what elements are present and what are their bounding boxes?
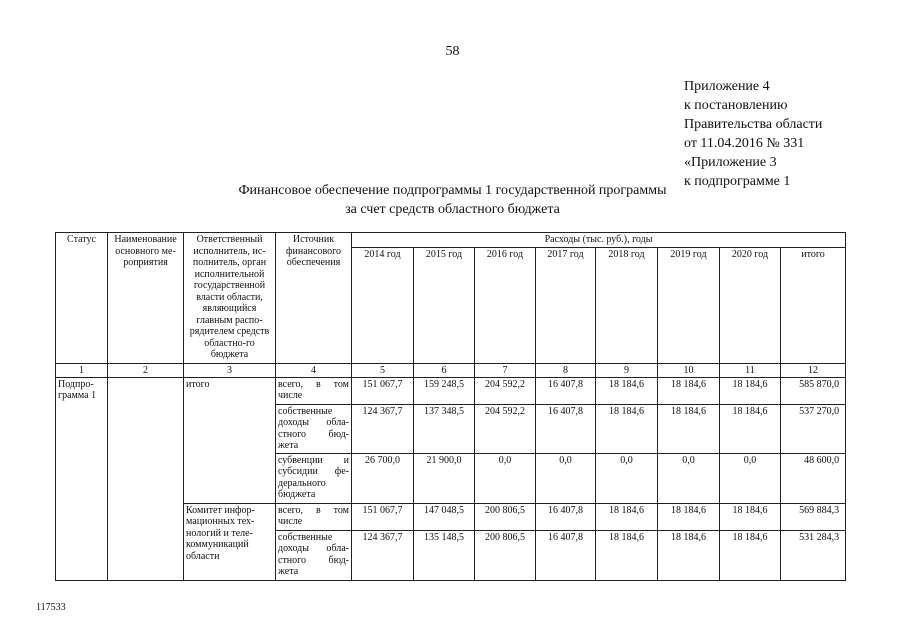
title-line-2: за счет средств областного бюджета: [345, 202, 560, 217]
document-title: [0, 181, 905, 219]
value-cell: 18 184,6: [658, 404, 720, 453]
header-year: 2017 год: [536, 247, 596, 363]
appendix-line: «Приложение 3: [684, 155, 777, 170]
column-number: 4: [276, 363, 352, 377]
appendix-line: Правительства области: [684, 117, 823, 132]
header-year: 2014 год: [352, 247, 414, 363]
value-cell: 0,0: [720, 453, 781, 503]
value-cell: 124 367,7: [352, 404, 414, 453]
value-cell: 204 592,2: [475, 404, 536, 453]
value-cell: 0,0: [658, 453, 720, 503]
value-cell: 18 184,6: [720, 404, 781, 453]
value-cell: 26 700,0: [352, 453, 414, 503]
total-cell: 585 870,0: [781, 377, 846, 404]
value-cell: 16 407,8: [536, 404, 596, 453]
header-year: 2018 год: [596, 247, 658, 363]
name-cell: [108, 377, 184, 580]
column-number-row: [56, 363, 846, 377]
appendix-block: [684, 77, 822, 191]
value-cell: 147 048,5: [414, 503, 475, 530]
column-number: 11: [720, 363, 781, 377]
appendix-line: к подпрограмме 1: [684, 174, 791, 189]
value-cell: 151 067,7: [352, 377, 414, 404]
value-cell: 16 407,8: [536, 530, 596, 580]
source-cell: всего, в том числе: [276, 377, 352, 404]
header-year: 2015 год: [414, 247, 475, 363]
appendix-line: от 11.04.2016 № 331: [684, 136, 805, 151]
total-cell: 531 284,3: [781, 530, 846, 580]
value-cell: 18 184,6: [720, 503, 781, 530]
value-cell: 18 184,6: [658, 530, 720, 580]
appendix-line: к постановлению: [684, 98, 788, 113]
column-number: 1: [56, 363, 108, 377]
total-cell: 569 884,3: [781, 503, 846, 530]
total-cell: 48 600,0: [781, 453, 846, 503]
source-cell: собственные доходы обла-стного бюд-жета: [276, 530, 352, 580]
value-cell: 200 806,5: [475, 530, 536, 580]
total-cell: 537 270,0: [781, 404, 846, 453]
column-number: 5: [352, 363, 414, 377]
value-cell: 16 407,8: [536, 503, 596, 530]
column-number: 2: [108, 363, 184, 377]
header-source: Источник финансового обеспечения: [276, 233, 352, 364]
value-cell: 18 184,6: [720, 530, 781, 580]
column-number: 6: [414, 363, 475, 377]
header-expenses: Расходы (тыс. руб.), годы: [352, 233, 846, 248]
header-name: Наименование основного ме-роприятия: [108, 233, 184, 364]
value-cell: 18 184,6: [596, 530, 658, 580]
column-number: 10: [658, 363, 720, 377]
page-number: 58: [445, 44, 460, 59]
column-number: 3: [184, 363, 276, 377]
header-status: Статус: [56, 233, 108, 364]
title-line-1: Финансовое обеспечение подпрограммы 1 государственной программы: [238, 183, 667, 198]
source-cell: собственные доходы обла-стного бюд-жета: [276, 404, 352, 453]
header-year: 2016 год: [475, 247, 536, 363]
value-cell: 159 248,5: [414, 377, 475, 404]
financing-table: [55, 232, 846, 581]
value-cell: 0,0: [536, 453, 596, 503]
header-year: 2019 год: [658, 247, 720, 363]
value-cell: 0,0: [475, 453, 536, 503]
executor-cell-total: итого: [184, 377, 276, 503]
table-row: [56, 377, 846, 404]
column-number: 12: [781, 363, 846, 377]
executor-cell-committee: Комитет инфор-мационных тех-нологий и теле-коммуникаций области: [184, 503, 276, 580]
value-cell: 124 367,7: [352, 530, 414, 580]
value-cell: 18 184,6: [596, 404, 658, 453]
header-row: [56, 233, 846, 248]
value-cell: 204 592,2: [475, 377, 536, 404]
value-cell: 151 067,7: [352, 503, 414, 530]
value-cell: 18 184,6: [658, 377, 720, 404]
column-number: 8: [536, 363, 596, 377]
value-cell: 21 900,0: [414, 453, 475, 503]
value-cell: 18 184,6: [596, 503, 658, 530]
document-code: 117533: [36, 602, 66, 613]
status-cell: Подпро-грамма 1: [56, 377, 108, 580]
value-cell: 18 184,6: [658, 503, 720, 530]
header-executor: Ответственный исполнитель, ис-полнитель, орган исполнительной государственной власти области, являющийся главным распо-рядителем средств областно-го бюджета: [184, 233, 276, 364]
value-cell: 18 184,6: [596, 377, 658, 404]
value-cell: 135 148,5: [414, 530, 475, 580]
value-cell: 200 806,5: [475, 503, 536, 530]
appendix-line: Приложение 4: [684, 79, 770, 94]
value-cell: 0,0: [596, 453, 658, 503]
value-cell: 18 184,6: [720, 377, 781, 404]
header-year: 2020 год: [720, 247, 781, 363]
value-cell: 16 407,8: [536, 377, 596, 404]
column-number: 7: [475, 363, 536, 377]
header-total: итого: [781, 247, 846, 363]
source-cell: субвенции и субсидии фе-дерального бюджета: [276, 453, 352, 503]
value-cell: 137 348,5: [414, 404, 475, 453]
column-number: 9: [596, 363, 658, 377]
source-cell: всего, в том числе: [276, 503, 352, 530]
